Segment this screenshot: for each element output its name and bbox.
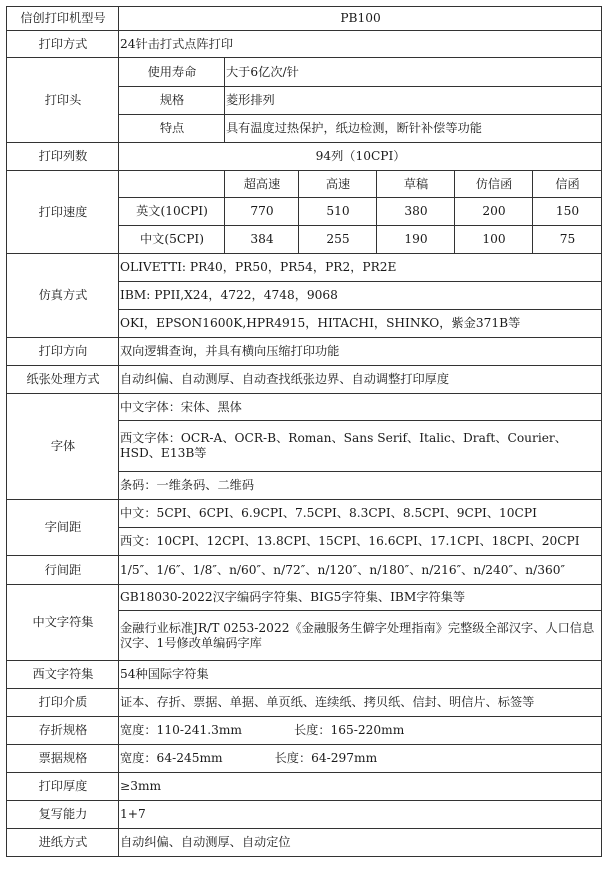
- row-speed-header: [7, 171, 602, 198]
- head-life-label: 使用寿命: [119, 58, 225, 87]
- speed-cell: 150: [533, 198, 602, 226]
- cn-charset-line2: 金融行业标准JR/T 0253-2022《金融服务生僻字处理指南》完整级全部汉字、人口信息汉字、1号修改单编码字库: [119, 611, 602, 661]
- cn-charset-label: 中文字符集: [7, 585, 119, 661]
- row-direction: [7, 338, 602, 366]
- ticket-width: 宽度：64-245mm: [120, 751, 223, 765]
- speed-header: 仿信函: [455, 171, 533, 198]
- print-method-value: 24针击打式点阵打印: [119, 31, 602, 58]
- media-label: 打印介质: [7, 689, 119, 717]
- speed-cell: 75: [533, 226, 602, 254]
- row-ticket-size: [7, 745, 602, 773]
- char-spacing-label: 字间距: [7, 500, 119, 556]
- ticket-size-label: 票据规格: [7, 745, 119, 773]
- row-print-method: [7, 31, 602, 58]
- speed-corner: [119, 171, 225, 198]
- print-method-label: 打印方式: [7, 31, 119, 58]
- row-line-spacing: [7, 556, 602, 585]
- row-media: [7, 689, 602, 717]
- copy-label: 复写能力: [7, 801, 119, 829]
- speed-cell: 190: [377, 226, 455, 254]
- speed-header: 信函: [533, 171, 602, 198]
- passbook-width: 宽度：110-241.3mm: [120, 723, 242, 737]
- emulation-line: OLIVETTI: PR40，PR50，PR54，PR2，PR2E: [119, 254, 602, 282]
- feed-label: 进纸方式: [7, 829, 119, 857]
- direction-label: 打印方向: [7, 338, 119, 366]
- speed-cell: 510: [299, 198, 377, 226]
- columns-label: 打印列数: [7, 143, 119, 171]
- en-charset-label: 西文字符集: [7, 661, 119, 689]
- spec-table: [6, 6, 602, 857]
- row-emulation-1: [7, 254, 602, 282]
- copy-value: 1+7: [119, 801, 602, 829]
- feed-value: 自动纠偏、自动测厚、自动定位: [119, 829, 602, 857]
- row-passbook-size: [7, 717, 602, 745]
- model-value: PB100: [119, 7, 602, 31]
- thickness-value: ≥3mm: [119, 773, 602, 801]
- head-spec-label: 规格: [119, 87, 225, 115]
- ticket-size-value: [119, 745, 602, 773]
- head-feature-label: 特点: [119, 115, 225, 143]
- row-fonts-cn: [7, 394, 602, 421]
- paper-handling-label: 纸张处理方式: [7, 366, 119, 394]
- speed-header: 超高速: [225, 171, 299, 198]
- passbook-size-value: [119, 717, 602, 745]
- emulation-label: 仿真方式: [7, 254, 119, 338]
- columns-value: 94列（10CPI）: [119, 143, 602, 171]
- cn-charset-line1: GB18030-2022汉字编码字符集、BIG5字符集、IBM字符集等: [119, 585, 602, 611]
- thickness-label: 打印厚度: [7, 773, 119, 801]
- emulation-line: IBM: PPII,X24，4722，4748，9068: [119, 282, 602, 310]
- row-paper-handling: [7, 366, 602, 394]
- speed-row-label: 中文(5CPI): [119, 226, 225, 254]
- fonts-barcode: 条码：一维条码、二维码: [119, 472, 602, 500]
- speed-label: 打印速度: [7, 171, 119, 254]
- char-spacing-chinese: 中文：5CPI、6CPI、6.9CPI、7.5CPI、8.3CPI、8.5CPI、9CPI、10CPI: [119, 500, 602, 528]
- row-spacing-cn: [7, 500, 602, 528]
- model-label: 信创打印机型号: [7, 7, 119, 31]
- line-spacing-label: 行间距: [7, 556, 119, 585]
- row-thickness: [7, 773, 602, 801]
- speed-cell: 770: [225, 198, 299, 226]
- char-spacing-western: 西文：10CPI、12CPI、13.8CPI、15CPI、16.6CPI、17.1CPI、18CPI、20CPI: [119, 528, 602, 556]
- speed-header: 高速: [299, 171, 377, 198]
- row-en-charset: [7, 661, 602, 689]
- row-copy: [7, 801, 602, 829]
- passbook-length: 长度：165-220mm: [293, 723, 405, 737]
- speed-cell: 380: [377, 198, 455, 226]
- speed-header: 草稿: [377, 171, 455, 198]
- row-model: [7, 7, 602, 31]
- print-head-label: 打印头: [7, 58, 119, 143]
- passbook-size-label: 存折规格: [7, 717, 119, 745]
- ticket-length: 长度：64-297mm: [274, 751, 378, 765]
- speed-cell: 200: [455, 198, 533, 226]
- row-columns: [7, 143, 602, 171]
- row-cn-charset-1: [7, 585, 602, 611]
- speed-cell: 100: [455, 226, 533, 254]
- head-feature-value: 具有温度过热保护，纸边检测，断针补偿等功能: [225, 115, 602, 143]
- fonts-western: 西文字体：OCR-A、OCR-B、Roman、Sans Serif、Italic、Draft、Courier、HSD、E13B等: [119, 421, 602, 472]
- head-spec-value: 菱形排列: [225, 87, 602, 115]
- speed-cell: 255: [299, 226, 377, 254]
- speed-cell: 384: [225, 226, 299, 254]
- media-value: 证本、存折、票据、单据、单页纸、连续纸、拷贝纸、信封、明信片、标签等: [119, 689, 602, 717]
- fonts-chinese: 中文字体：宋体、黑体: [119, 394, 602, 421]
- emulation-line: OKI，EPSON1600K,HPR4915，HITACHI，SHINKO，紫金371B等: [119, 310, 602, 338]
- fonts-label: 字体: [7, 394, 119, 500]
- row-head-life: [7, 58, 602, 87]
- direction-value: 双向逻辑查询，并具有横向压缩打印功能: [119, 338, 602, 366]
- en-charset-value: 54种国际字符集: [119, 661, 602, 689]
- row-feed: [7, 829, 602, 857]
- line-spacing-value: 1/5″、1/6″、1/8″、n/60″、n/72″、n/120″、n/180″、n/216″、n/240″、n/360″: [119, 556, 602, 585]
- head-life-value: 大于6亿次/针: [225, 58, 602, 87]
- paper-handling-value: 自动纠偏、自动测厚、自动查找纸张边界、自动调整打印厚度: [119, 366, 602, 394]
- speed-row-label: 英文(10CPI): [119, 198, 225, 226]
